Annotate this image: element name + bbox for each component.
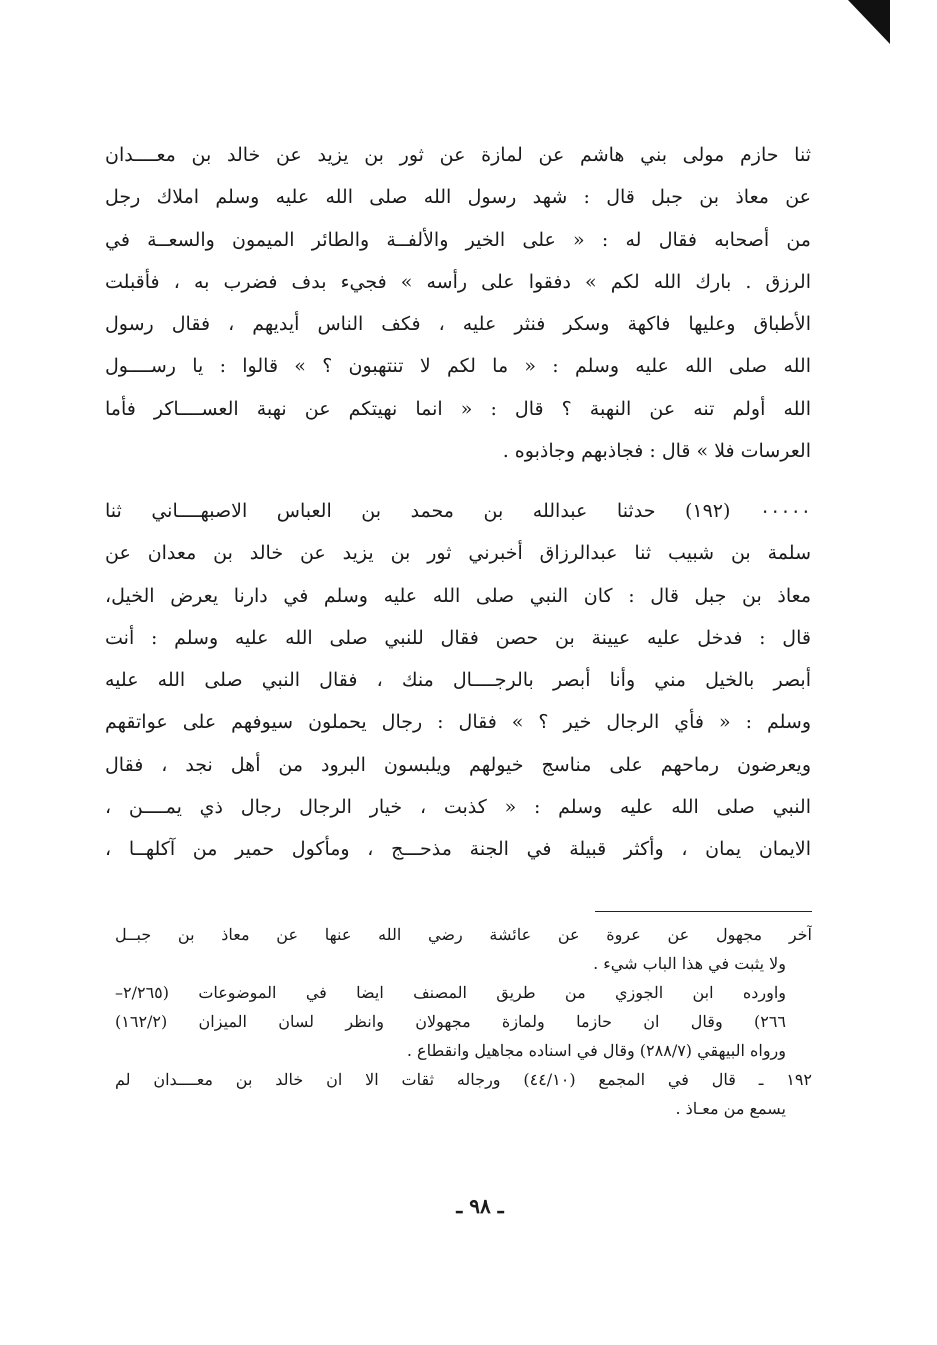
page-number: ـ ٩٨ ـ <box>456 1194 504 1218</box>
text-line: عن معاذ بن جبل قال : شهد رسول الله صلى الله عليه وسلم املاك رجل <box>105 186 811 209</box>
footnote-line: ولا يثبت في هذا الباب شيء . <box>593 954 786 973</box>
text-line: سلمة بن شبيب ثنا عبدالرزاق أخبرني ثور بن يزيد عن خالد بن معدان عن <box>105 542 811 565</box>
footnote-line: ٢٦٦) وقال ان حازما ولمازة مجهولان وانظر لسان الميزان (١٦٢/٢) <box>115 1012 786 1031</box>
text-line: النبي صلى الله عليه وسلم : « كذبت ، خيار الرجال رجال ذي يمــــن ، <box>105 796 811 819</box>
text-line: الله صلى الله عليه وسلم : « ما لكم لا تنتهبون ؟ » قالوا : يا رســــول <box>105 355 811 378</box>
text-line: الأطباق وعليها فاكهة وسكر فنثر عليه ، فكف الناس أيديهم ، فقال رسول <box>105 313 811 336</box>
footnote-line: آخر مجهول عن عروة عن عائشة رضي الله عنها عن معاذ بن جبــل <box>115 925 812 944</box>
text-line: ٠٠٠٠٠ (١٩٢) حدثنا عبدالله بن محمد بن العباس الاصبهــــاني ثنا <box>105 500 811 522</box>
footnote-line: ورواه البيهقي (٢٨٨/٧) وقال في اسناده مجاهيل وانقطاع . <box>406 1041 786 1060</box>
text-line: الله أولم تنه عن النهبة ؟ قال : « انما نهيتكم عن نهبة العســــاكر فأما <box>105 397 811 420</box>
text-line: الرزق . بارك الله لكم » دفقوا على رأسه » فجيء بدف فضرب به ، فأقبلت <box>105 270 811 293</box>
footnote-line: يسمع من معـاذ . <box>675 1099 786 1118</box>
text-line: قال : فدخل عليه عيينة بن حصن فقال للنبي صلى الله عليه وسلم : أنت <box>105 626 811 649</box>
paragraph-hadith-191 <box>105 134 811 472</box>
text-line: وسلم : « فأي الرجال خير ؟ » فقال : رجال يحملون سيوفهم على عواتقهم <box>105 711 811 734</box>
text-line: معاذ بن جبل قال : كان النبي صلى الله عليه وسلم في دارنا يعرض الخيل، <box>105 584 811 607</box>
text-line: الايمان يمان ، وأكثر قبيلة في الجنة مذحـــج ، ومأكول حمير من آكلهــا ، <box>105 838 811 861</box>
footnote-line: واورده ابن الجوزي من طريق المصنف ايضا في الموضوعات (٢/٢٦٥– <box>115 983 786 1002</box>
text-line: ويعرضون رماحهم على مناسج خيولهم ويلبسون البرود من أهل نجد ، فقال <box>105 753 811 776</box>
footnote-separator-rule <box>595 911 812 912</box>
corner-triangle-mark <box>848 0 890 44</box>
footnote-line: ١٩٢ ـ قال في المجمع (٤٤/١٠) ورجاله ثقات الا ان خالد بن معــــدان لم <box>115 1070 812 1089</box>
text-line: من أصحابه فقال له : « على الخير والألفــة والطائر الميمون والسعــة في <box>105 228 811 251</box>
paragraph-hadith-192 <box>105 490 811 871</box>
footnotes-block <box>115 920 812 1123</box>
text-line: العرسات فلا » قال : فجاذبهم وجاذبوه . <box>502 440 811 463</box>
text-line: أبصر بالخيل مني وأنا أبصر بالرجــــال منك ، فقال النبي صلى الله عليه <box>105 669 811 692</box>
text-line: ثنا حازم مولى بني هاشم عن لمازة عن ثور بن يزيد عن خالد بن معــــدان <box>105 144 811 166</box>
